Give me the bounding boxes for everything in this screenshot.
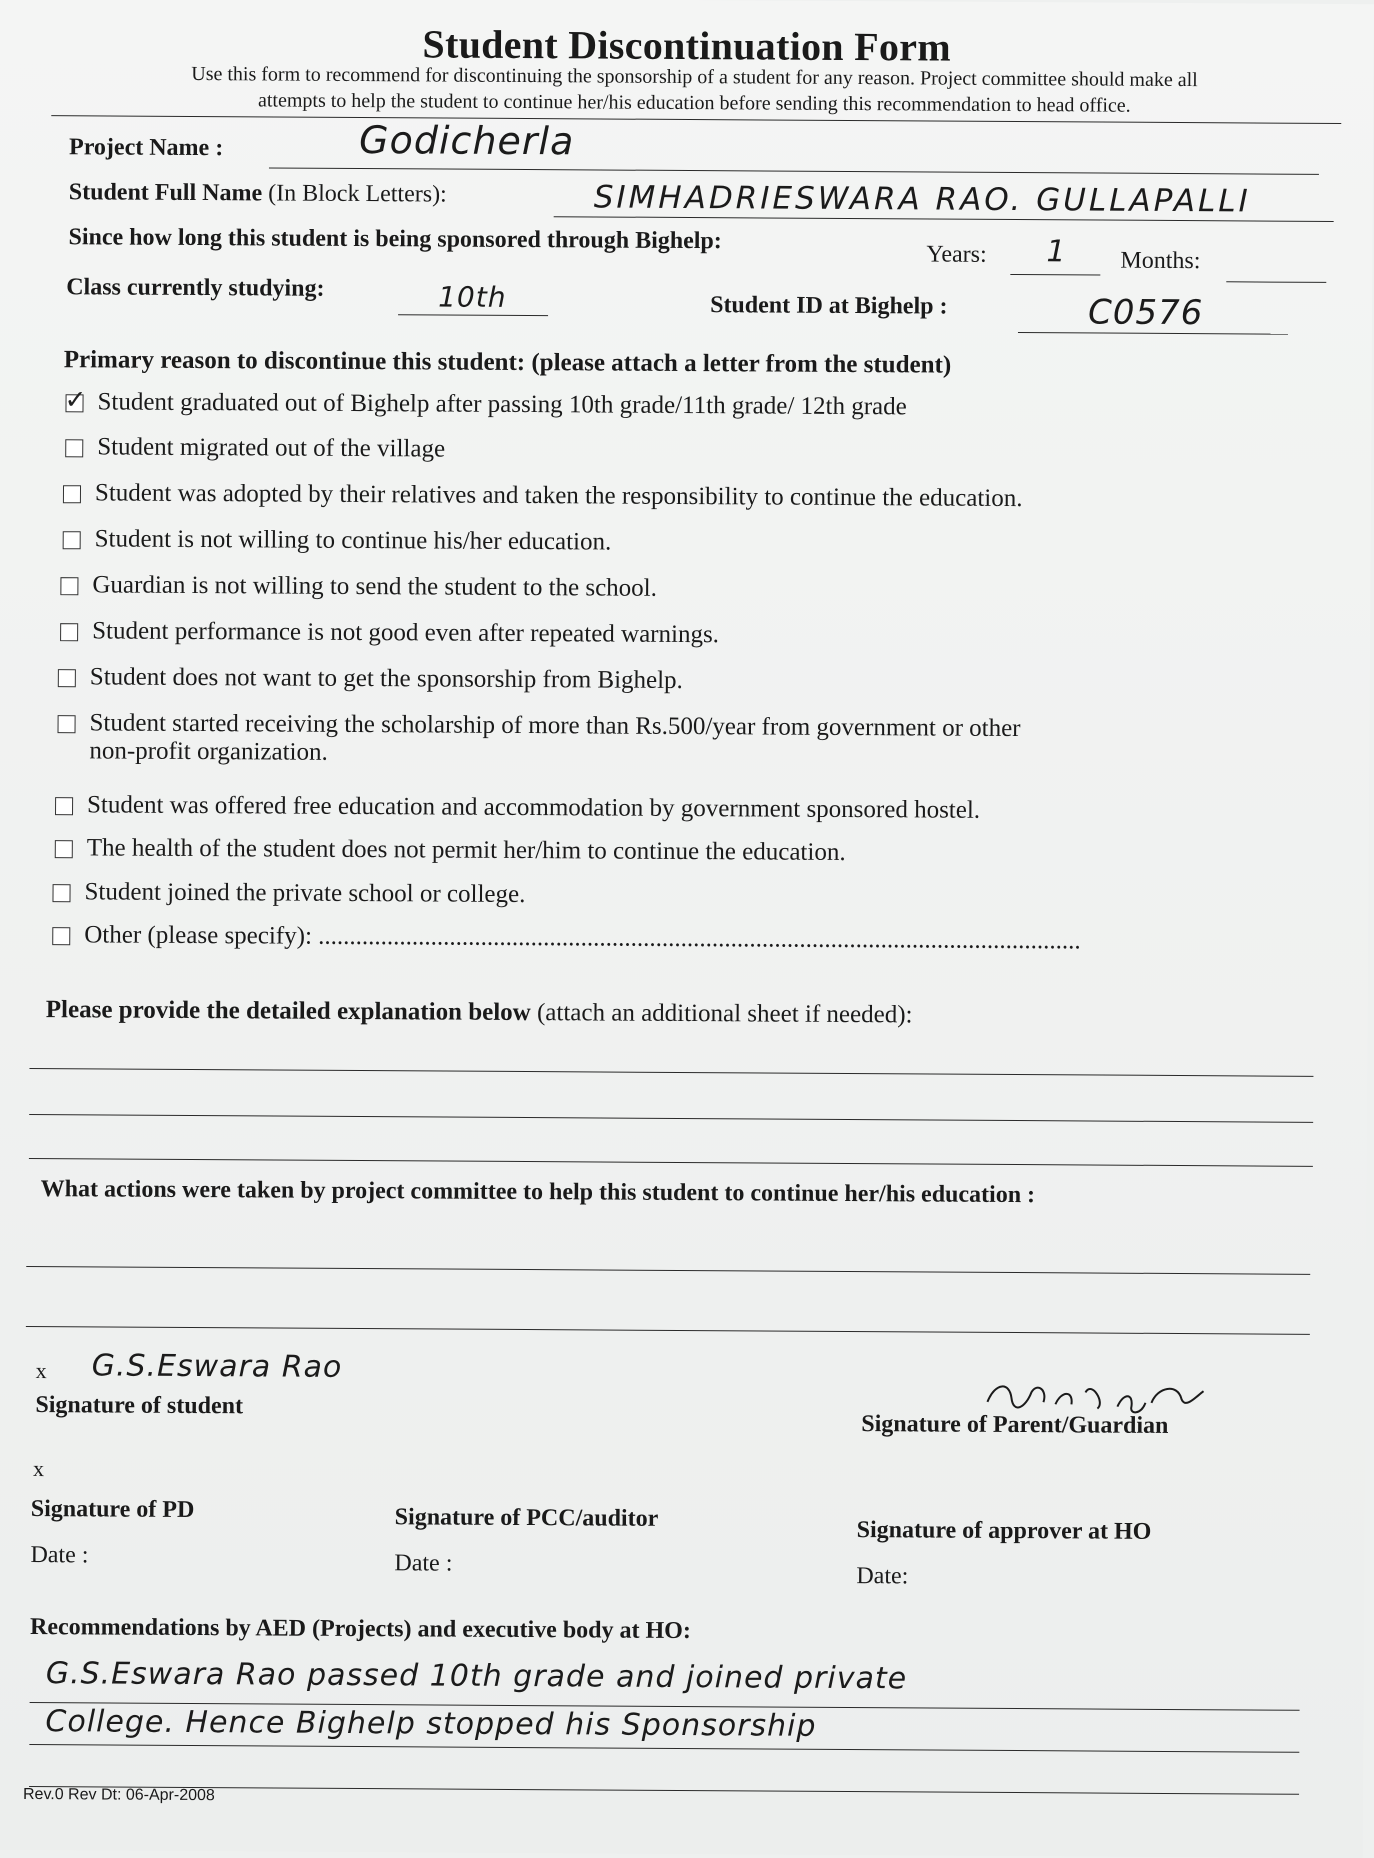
months-label: Months: — [1120, 247, 1201, 275]
project-name-label: Project Name : — [69, 134, 224, 162]
reason-text: Guardian is not willing to send the student to the school. — [92, 571, 658, 602]
class-value[interactable]: 10th — [438, 280, 507, 314]
reason-text: Student is not willing to continue his/her education. — [94, 525, 612, 556]
explanation-heading-bold: Please provide the detailed explanation below — [45, 996, 531, 1027]
checkbox-icon[interactable] — [55, 797, 73, 815]
form-intro — [69, 60, 1319, 120]
reason-item[interactable] — [60, 571, 657, 603]
pcc-date-label[interactable]: Date : — [394, 1550, 453, 1577]
reason-item[interactable] — [57, 709, 1020, 771]
checkbox-icon[interactable] — [63, 485, 81, 503]
full-name-value[interactable]: SIMHADRIESWARA RAO. GULLAPALLI — [593, 179, 1251, 220]
reason-item[interactable] — [65, 388, 906, 421]
reason-text-group — [89, 709, 1020, 771]
recommendation-line-1[interactable]: G.S.Eswara Rao passed 10th grade and joined private — [45, 1656, 908, 1697]
reason-text: Student does not want to get the sponsorship from Bighelp. — [89, 663, 683, 694]
full-name-label-group — [69, 179, 447, 208]
years-label: Years: — [926, 241, 987, 268]
reasons-heading: Primary reason to discontinue this student: (please attach a letter from the student) — [63, 346, 952, 379]
form-title: Student Discontinuation Form — [422, 21, 952, 70]
recommendation-rule-2 — [29, 1744, 1299, 1753]
actions-heading: What actions were taken by project committee to help this student to continue her/his education : — [40, 1176, 1036, 1209]
reason-item[interactable] — [60, 617, 719, 649]
reason-text: Student started receiving the scholarship of more than Rs.500/year from government or other — [89, 709, 1021, 743]
actions-line-2[interactable] — [26, 1326, 1310, 1335]
full-name-hint: (In Block Letters): — [268, 180, 447, 208]
pd-date-label[interactable]: Date : — [30, 1542, 89, 1569]
class-label: Class currently studying: — [66, 274, 325, 302]
pcc-signature-label: Signature of PCC/auditor — [394, 1504, 659, 1532]
reason-text: Student performance is not good even after repeated warnings. — [92, 617, 720, 649]
recommendation-rule-3 — [29, 1786, 1299, 1795]
checkbox-icon[interactable] — [52, 884, 70, 902]
reason-item[interactable] — [52, 921, 1081, 955]
project-name-value[interactable]: Godicherla — [359, 118, 575, 164]
project-name-line — [269, 167, 1319, 174]
reason-item[interactable] — [52, 878, 525, 909]
years-line — [1010, 274, 1100, 276]
reason-text: Student was adopted by their relatives and taken the responsibility to continue the education. — [94, 479, 1023, 513]
student-id-label: Student ID at Bighelp : — [710, 292, 948, 320]
since-label: Since how long this student is being sponsored through Bighelp: — [68, 224, 722, 255]
reason-text: Student was offered free education and accommodation by government sponsored hostel. — [86, 791, 981, 824]
intro-line-2: attempts to help the student to continue her/his education before sending this recommendation to head office. — [257, 89, 1131, 117]
reason-item[interactable] — [63, 479, 1023, 513]
reason-text: The health of the student does not permit her/him to continue the education. — [86, 834, 846, 866]
reason-item[interactable] — [65, 433, 445, 463]
full-name-label: Student Full Name — [68, 179, 263, 207]
explanation-line-1[interactable] — [29, 1068, 1313, 1077]
class-line — [398, 314, 548, 316]
reason-text: Student joined the private school or college. — [84, 878, 526, 909]
student-signature[interactable]: G.S.Eswara Rao — [91, 1348, 343, 1385]
checkbox-icon[interactable] — [52, 927, 70, 945]
student-signature-label: Signature of student — [35, 1392, 244, 1420]
actions-line-1[interactable] — [26, 1266, 1310, 1275]
student-id-value[interactable]: C0576 — [1087, 292, 1204, 334]
explanation-heading-rest: (attach an additional sheet if needed): — [530, 999, 913, 1029]
checkbox-icon[interactable] — [60, 623, 78, 641]
approver-signature-label: Signature of approver at HO — [856, 1517, 1152, 1545]
checkbox-icon[interactable] — [55, 840, 73, 858]
pd-signature-label: Signature of PD — [30, 1496, 195, 1524]
checkbox-checked-icon[interactable] — [65, 394, 83, 412]
reason-item[interactable] — [55, 834, 846, 867]
checkbox-icon[interactable] — [58, 669, 76, 687]
reason-item[interactable] — [63, 525, 612, 556]
explanation-line-3[interactable] — [29, 1158, 1313, 1167]
checkbox-icon[interactable] — [58, 715, 76, 733]
months-line — [1226, 281, 1326, 283]
reason-text: Student graduated out of Bighelp after passing 10th grade/11th grade/ 12th grade — [97, 388, 907, 421]
reason-item[interactable] — [58, 663, 683, 695]
reason-text: Student migrated out of the village — [97, 433, 446, 463]
reason-item[interactable] — [55, 791, 980, 825]
intro-line-1: Use this form to recommend for discontinuing the sponsorship of a student for any reason. Project committee should make all — [191, 62, 1198, 92]
recommendation-line-2[interactable]: College. Hence Bighelp stopped his Sponsorship — [45, 1704, 817, 1744]
parent-signature-label: Signature of Parent/Guardian — [861, 1411, 1169, 1439]
student-x-mark: x — [35, 1358, 47, 1384]
recommendations-heading: Recommendations by AED (Projects) and executive body at HO: — [29, 1614, 691, 1645]
explanation-line-2[interactable] — [29, 1114, 1313, 1123]
revision-footer: Rev.0 Rev Dt: 06-Apr-2008 — [22, 1785, 215, 1805]
checkbox-icon[interactable] — [65, 439, 83, 457]
pd-x-mark: x — [32, 1456, 45, 1482]
reason-text-cont: non-profit organization. — [89, 737, 328, 766]
checkbox-icon[interactable] — [60, 577, 78, 595]
reason-text: Other (please specify): .......................................................................................................................... — [84, 921, 1081, 955]
checkbox-icon[interactable] — [63, 531, 81, 549]
approver-date-label[interactable]: Date: — [856, 1563, 909, 1590]
student-id-line — [1018, 332, 1288, 335]
years-value[interactable]: 1 — [1046, 234, 1067, 270]
explanation-heading — [46, 996, 913, 1029]
